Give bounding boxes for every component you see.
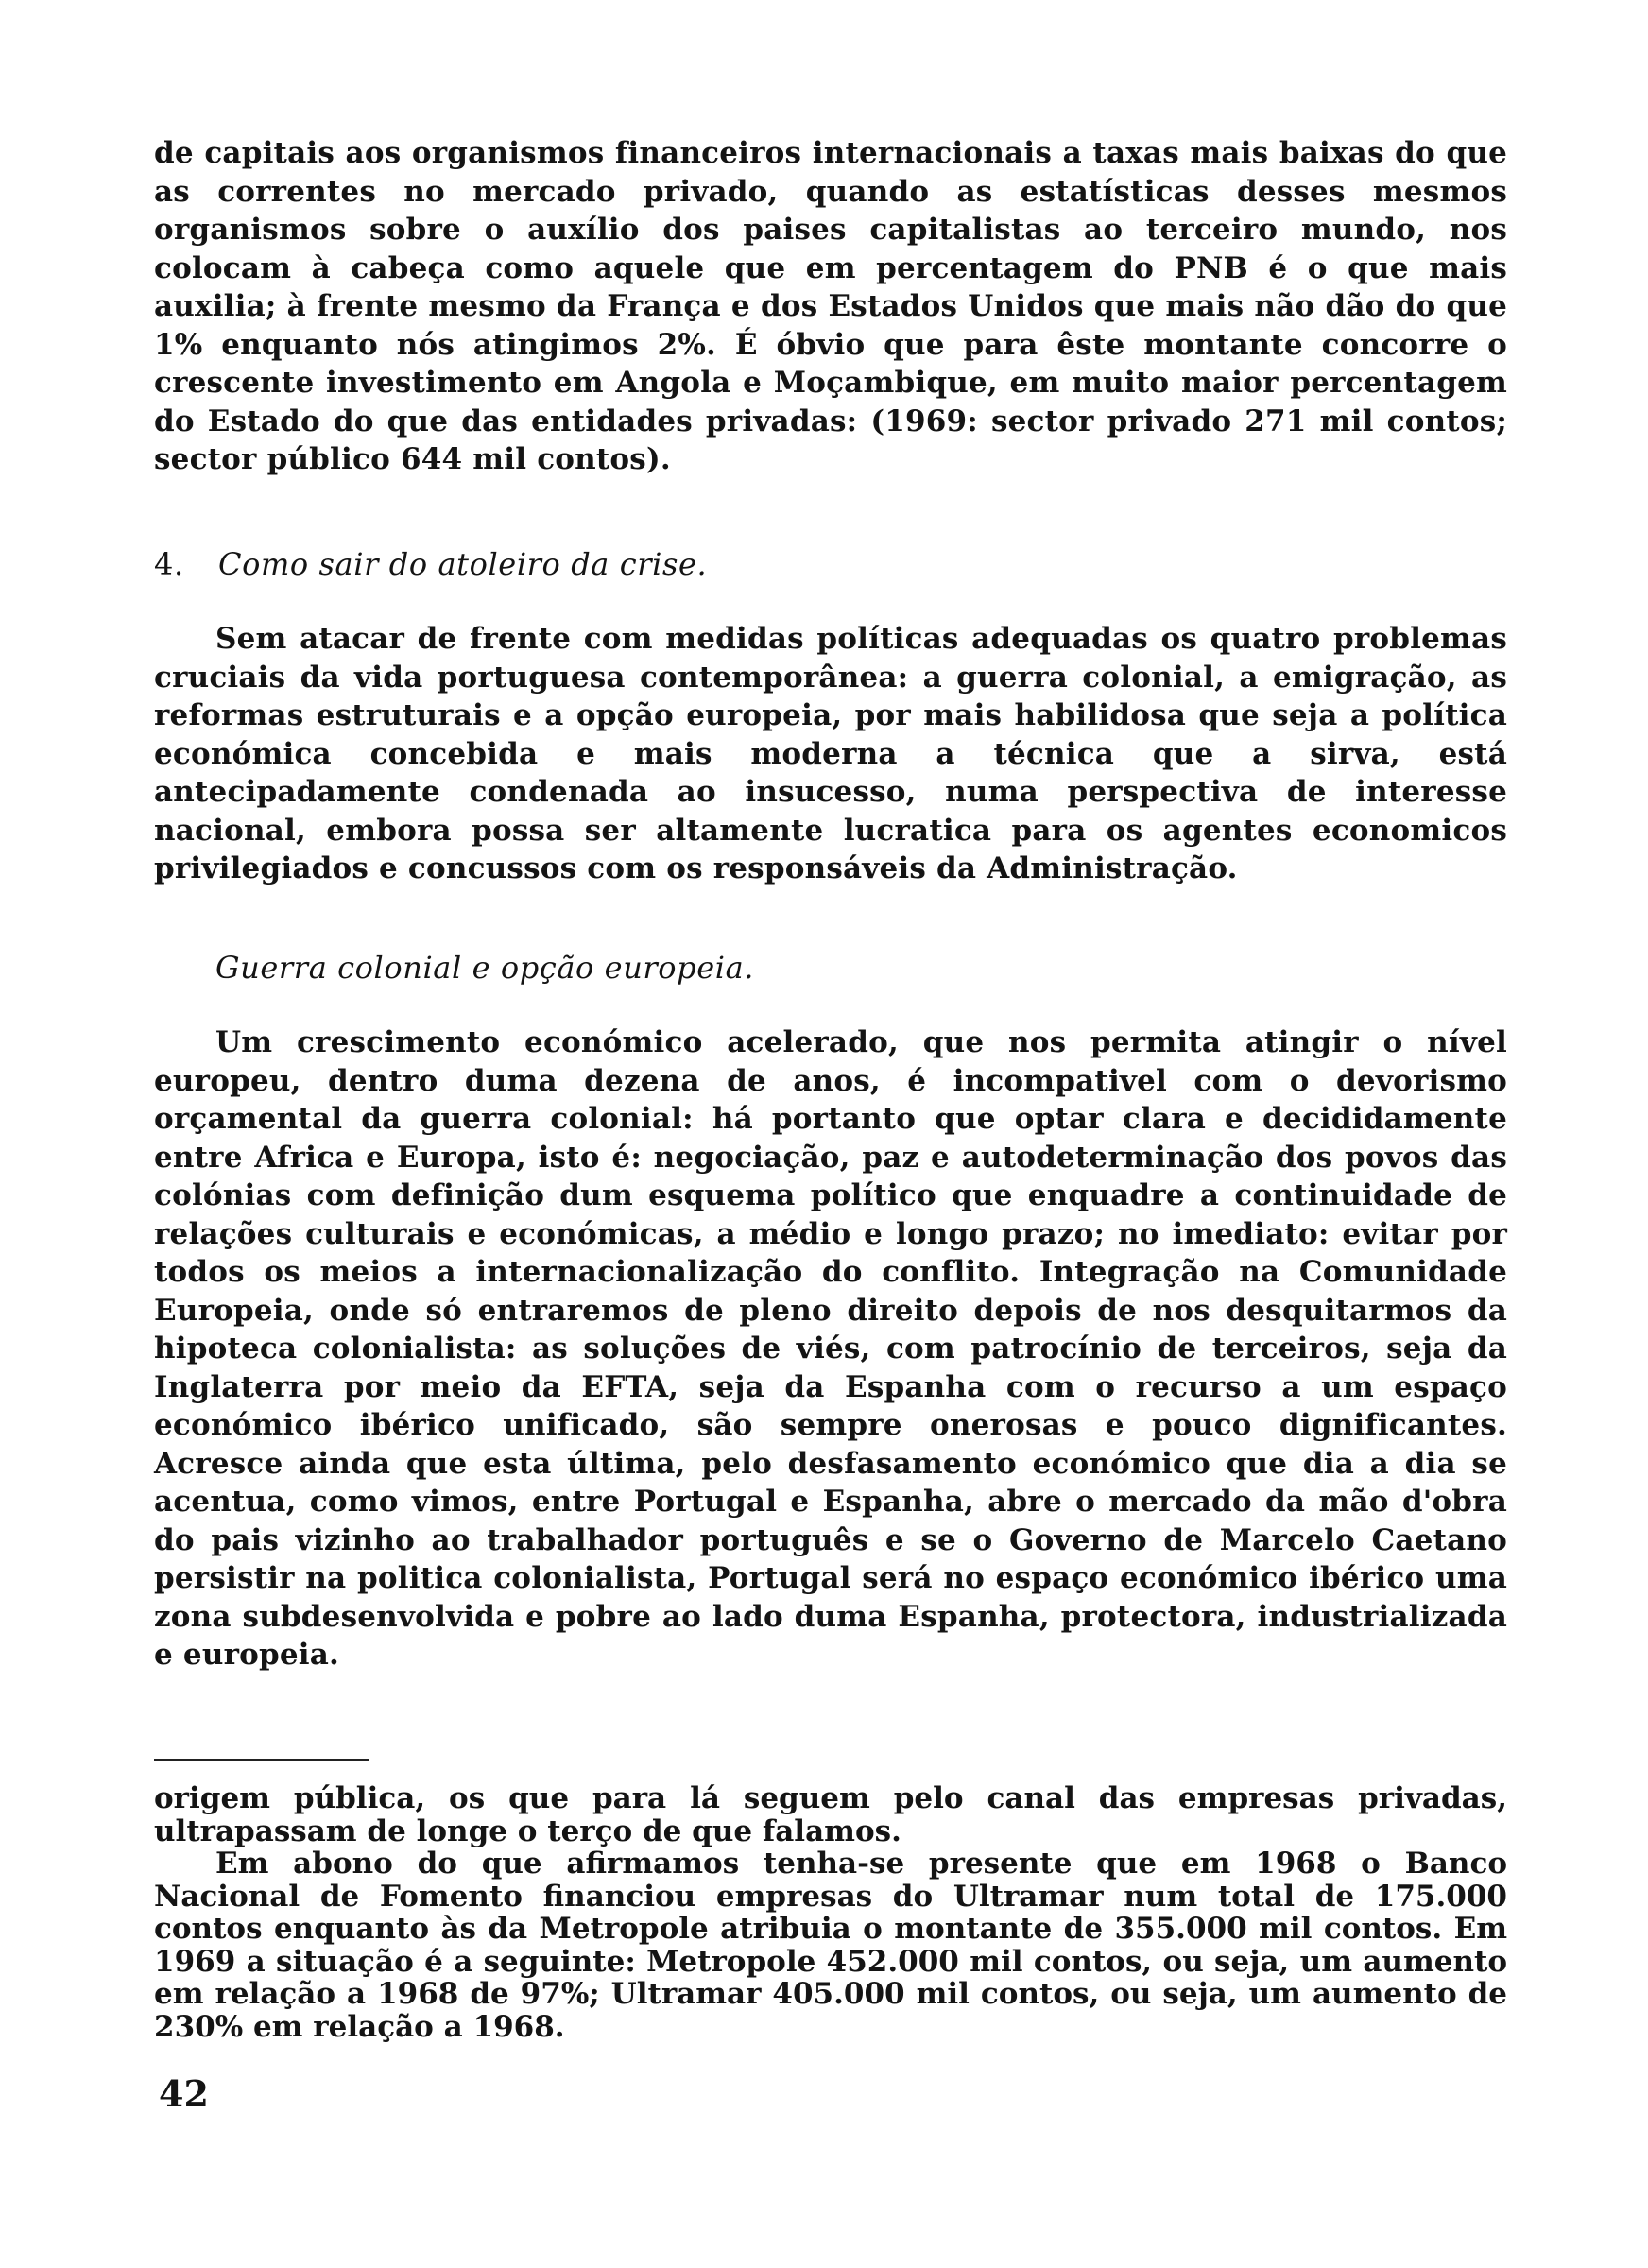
footnote-bank-data: Em abono do que afirmamos tenha-se presente que em 1968 o Banco Nacional de Fomento financiou empresas do Ultramar num total de 175.000 contos enquanto às da Metropole atribuia o montante de 355.000 mil contos. Em 1969 a situação é a seguinte: Metropole 452.000 mil contos, ou seja, um aumento em relação a 1968 de 97%; Ultramar 405.000 mil contos, ou seja, um aumento de 230% em relação a 1968.	[154, 1847, 1507, 2044]
section-heading	[154, 546, 707, 582]
subsection-heading: Guerra colonial e opção europeia.	[215, 950, 755, 986]
paragraph-crisis: Sem atacar de frente com medidas políticas adequadas os quatro problemas cruciais da vida portuguesa contemporânea: a guerra colonial, a emigração, as reformas estruturais e a opção europeia, por mais habilidosa que seja a política económica concebida e mais moderna a técnica que a sirva, está antecipadamente condenada ao insucesso, numa perspectiva de interesse nacional, embora possa ser altamente lucratica para os agentes economicos privilegiados e concussos com os responsáveis da Administração.	[154, 622, 1507, 885]
footnote-continuation: origem pública, os que para lá seguem pelo canal das empresas privadas, ultrapassam de longe o terço de que falamos.	[154, 1781, 1507, 1848]
page-number: 42	[159, 2072, 209, 2115]
section-number: 4.	[154, 546, 184, 582]
section-title: Como sair do atoleiro da crise.	[218, 546, 708, 582]
paragraph-continuation: de capitais aos organismos financeiros internacionais a taxas mais baixas do que as correntes no mercado privado, quando as estatísticas desses mesmos organismos sobre o auxílio dos paises capitalistas ao terceiro mundo, nos colocam à cabeça como aquele que em percentagem do PNB é o que mais auxilia; à frente mesmo da França e dos Estados Unidos que mais não dão do que 1% enquanto nós atingimos 2%. É óbvio que para êste montante concorre o crescente investimento em Angola e Moçambique, em muito maior percentagem do Estado do que das entidades privadas: (1969: sector privado 271 mil contos; sector público 644 mil contos).	[154, 136, 1507, 476]
footnote-separator	[154, 1759, 369, 1761]
footnotes	[154, 1782, 1507, 2043]
paragraph-colonial-war: Um crescimento económico acelerado, que nos permita atingir o nível europeu, dentro duma dezena de anos, é incompativel com o devorismo orçamental da guerra colonial: há portanto que optar clara e decididamente entre Africa e Europa, isto é: negociação, paz e autodeterminação dos povos das colónias com definição dum esquema político que enquadre a continuidade de relações culturais e económicas, a médio e longo prazo; no imediato: evitar por todos os meios a internacionalização do conflito. Integração na Comunidade Europeia, onde só entraremos de pleno direito depois de nos desquitarmos da hipoteca colonialista: as soluções de viés, com patrocínio de terceiros, seja da Inglaterra por meio da EFTA, seja da Espanha com o recurso a um espaço económico ibérico unificado, são sempre onerosas e pouco dignificantes. Acresce ainda que esta última, pelo desfasamento económico que dia a dia se acentua, como vimos, entre Portugal e Espanha, abre o mercado da mão d'obra do pais vizinho ao trabalhador português e se o Governo de Marcelo Caetano persistir na politica colonialista, Portugal será no espaço económico ibérico uma zona subdesenvolvida e pobre ao lado duma Espanha, protectora, industrializada e europeia.	[154, 1025, 1507, 1672]
